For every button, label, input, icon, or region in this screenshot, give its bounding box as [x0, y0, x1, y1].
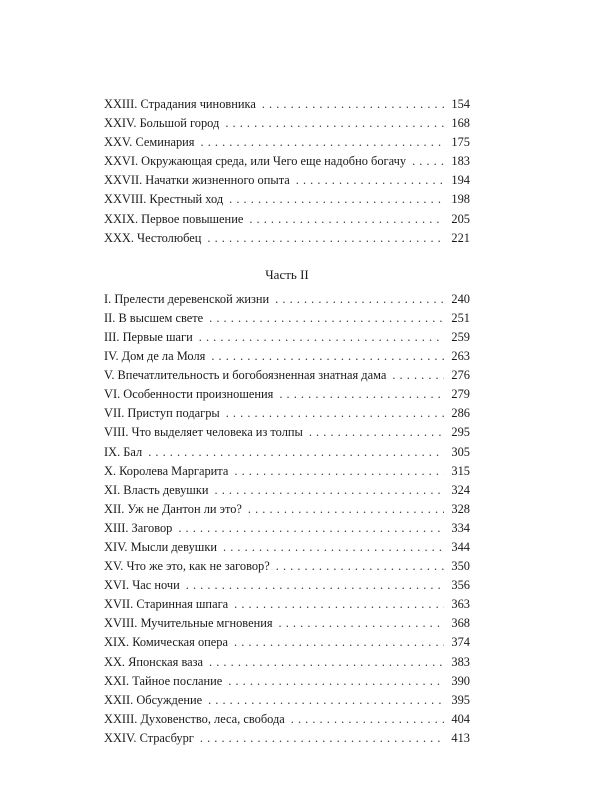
toc-entry [104, 576, 470, 595]
page-number: 259 [451, 329, 470, 344]
page-number: 334 [451, 520, 470, 535]
dot-leader [223, 538, 444, 557]
dot-leader [200, 729, 444, 748]
chapter-title: V. Впечатлительность и богобоязненная знатная дама [104, 368, 387, 383]
chapter-title: VI. Особенности произношения [104, 387, 274, 402]
toc-entry [104, 114, 470, 133]
chapter-title: X. Королева Маргарита [104, 463, 229, 478]
dot-leader [296, 171, 444, 190]
dot-leader [201, 133, 445, 152]
toc-entry [104, 385, 470, 404]
page-number: 286 [451, 406, 470, 421]
toc-entry [104, 481, 470, 500]
page-number: 324 [451, 482, 470, 497]
chapter-title: XV. Что же это, как не заговор? [104, 559, 270, 574]
dot-leader [215, 481, 445, 500]
toc-entry [104, 171, 470, 190]
page-number: 183 [451, 154, 470, 169]
toc-entry [104, 500, 470, 519]
dot-leader [186, 576, 444, 595]
page-number: 368 [451, 616, 470, 631]
toc-entry [104, 95, 470, 114]
toc-entry [104, 404, 470, 423]
page-number: 350 [451, 559, 470, 574]
toc-entry [104, 595, 470, 614]
chapter-title: IV. Дом де ла Моля [104, 349, 206, 364]
page-number: 205 [451, 211, 470, 226]
page-number: 240 [451, 291, 470, 306]
toc-entry [104, 710, 470, 729]
chapter-title: XXVII. Начатки жизненного опыта [104, 173, 290, 188]
page-number: 276 [451, 368, 470, 383]
chapter-title: VIII. Что выделяет человека из толпы [104, 425, 303, 440]
dot-leader [309, 423, 444, 442]
chapter-title: XXI. Тайное послание [104, 673, 223, 688]
page-number: 395 [451, 692, 470, 707]
chapter-title: XXV. Семинария [104, 135, 195, 150]
toc-entry [104, 190, 470, 209]
page-number: 363 [451, 597, 470, 612]
page-number: 413 [451, 730, 470, 745]
dot-leader [276, 557, 444, 576]
toc-entry [104, 229, 470, 248]
chapter-title: XIII. Заговор [104, 520, 173, 535]
chapter-title: XVI. Час ночи [104, 578, 180, 593]
toc-entry [104, 133, 470, 152]
page-number: 221 [451, 230, 470, 245]
toc-entry [104, 423, 470, 442]
dot-leader [226, 404, 444, 423]
toc-entry [104, 538, 470, 557]
page-number: 295 [451, 425, 470, 440]
chapter-title: XXIV. Большой город [104, 116, 220, 131]
toc-entry [104, 633, 470, 652]
dot-leader [248, 500, 444, 519]
toc-entry [104, 729, 470, 748]
dot-leader [178, 519, 444, 538]
dot-leader [228, 672, 444, 691]
dot-leader [279, 385, 444, 404]
toc-entry [104, 462, 470, 481]
page-number: 383 [451, 654, 470, 669]
toc-entry [104, 519, 470, 538]
chapter-title: VII. Приступ подагры [104, 406, 220, 421]
part-2-entries [104, 290, 470, 748]
toc-entry [104, 152, 470, 171]
chapter-title: XXVI. Окружающая среда, или Чего еще надобно богачу [104, 154, 407, 169]
chapter-title: XXX. Честолюбец [104, 230, 202, 245]
chapter-title: XI. Власть девушки [104, 482, 209, 497]
page-number: 198 [451, 192, 470, 207]
toc-entry [104, 672, 470, 691]
dot-leader [412, 152, 444, 171]
page-number: 194 [451, 173, 470, 188]
dot-leader [209, 309, 444, 328]
chapter-title: XVIII. Мучительные мгновения [104, 616, 273, 631]
dot-leader [291, 710, 444, 729]
dot-leader [234, 633, 444, 652]
page-number: 344 [451, 539, 470, 554]
dot-leader [207, 229, 444, 248]
dot-leader [229, 190, 444, 209]
part-2-heading: Часть II [265, 266, 309, 282]
dot-leader [211, 347, 444, 366]
chapter-title: XIX. Комическая опера [104, 635, 228, 650]
chapter-title: IX. Бал [104, 444, 143, 459]
page-number: 263 [451, 349, 470, 364]
toc-entry [104, 347, 470, 366]
page-number: 279 [451, 387, 470, 402]
dot-leader [262, 95, 444, 114]
dot-leader [208, 691, 444, 710]
chapter-title: XXIII. Страдания чиновника [104, 97, 256, 111]
toc-entry [104, 290, 470, 309]
toc-entry [104, 366, 470, 385]
page-number: 305 [451, 444, 470, 459]
part-1-entries [104, 95, 470, 248]
chapter-title: XXIX. Первое повышение [104, 211, 244, 226]
dot-leader [199, 328, 444, 347]
chapter-title: XIV. Мысли девушки [104, 539, 217, 554]
chapter-title: III. Первые шаги [104, 329, 193, 344]
dot-leader [275, 290, 444, 309]
page-number: 374 [451, 635, 470, 650]
page-number: 154 [451, 97, 470, 111]
page-number: 356 [451, 578, 470, 593]
table-of-contents [104, 95, 470, 748]
chapter-title: I. Прелести деревенской жизни [104, 291, 270, 306]
chapter-title: XII. Уж не Дантон ли это? [104, 501, 242, 516]
toc-entry [104, 653, 470, 672]
chapter-title: XXIV. Страсбург [104, 730, 194, 745]
dot-leader [225, 114, 444, 133]
page-number: 390 [451, 673, 470, 688]
page-number: 251 [451, 310, 470, 325]
toc-entry [104, 328, 470, 347]
toc-entry [104, 557, 470, 576]
toc-entry [104, 691, 470, 710]
page-number: 315 [451, 463, 470, 478]
toc-entry [104, 210, 470, 229]
page-number: 168 [451, 116, 470, 131]
dot-leader [279, 614, 444, 633]
toc-entry [104, 309, 470, 328]
dot-leader [148, 443, 444, 462]
chapter-title: XX. Японская ваза [104, 654, 204, 669]
page-number: 175 [451, 135, 470, 150]
page-number: 404 [451, 711, 470, 726]
chapter-title: XXII. Обсуждение [104, 692, 203, 707]
chapter-title: XVII. Старинная шпага [104, 597, 229, 612]
dot-leader [234, 595, 444, 614]
dot-leader [392, 366, 444, 385]
chapter-title: II. В высшем свете [104, 310, 204, 325]
chapter-title: XXVIII. Крестный ход [104, 192, 224, 207]
dot-leader [249, 210, 444, 229]
toc-entry [104, 443, 470, 462]
chapter-title: XXIII. Духовенство, леса, свобода [104, 711, 285, 726]
dot-leader [234, 462, 444, 481]
page-number: 328 [451, 501, 470, 516]
dot-leader [209, 653, 444, 672]
toc-entry [104, 614, 470, 633]
